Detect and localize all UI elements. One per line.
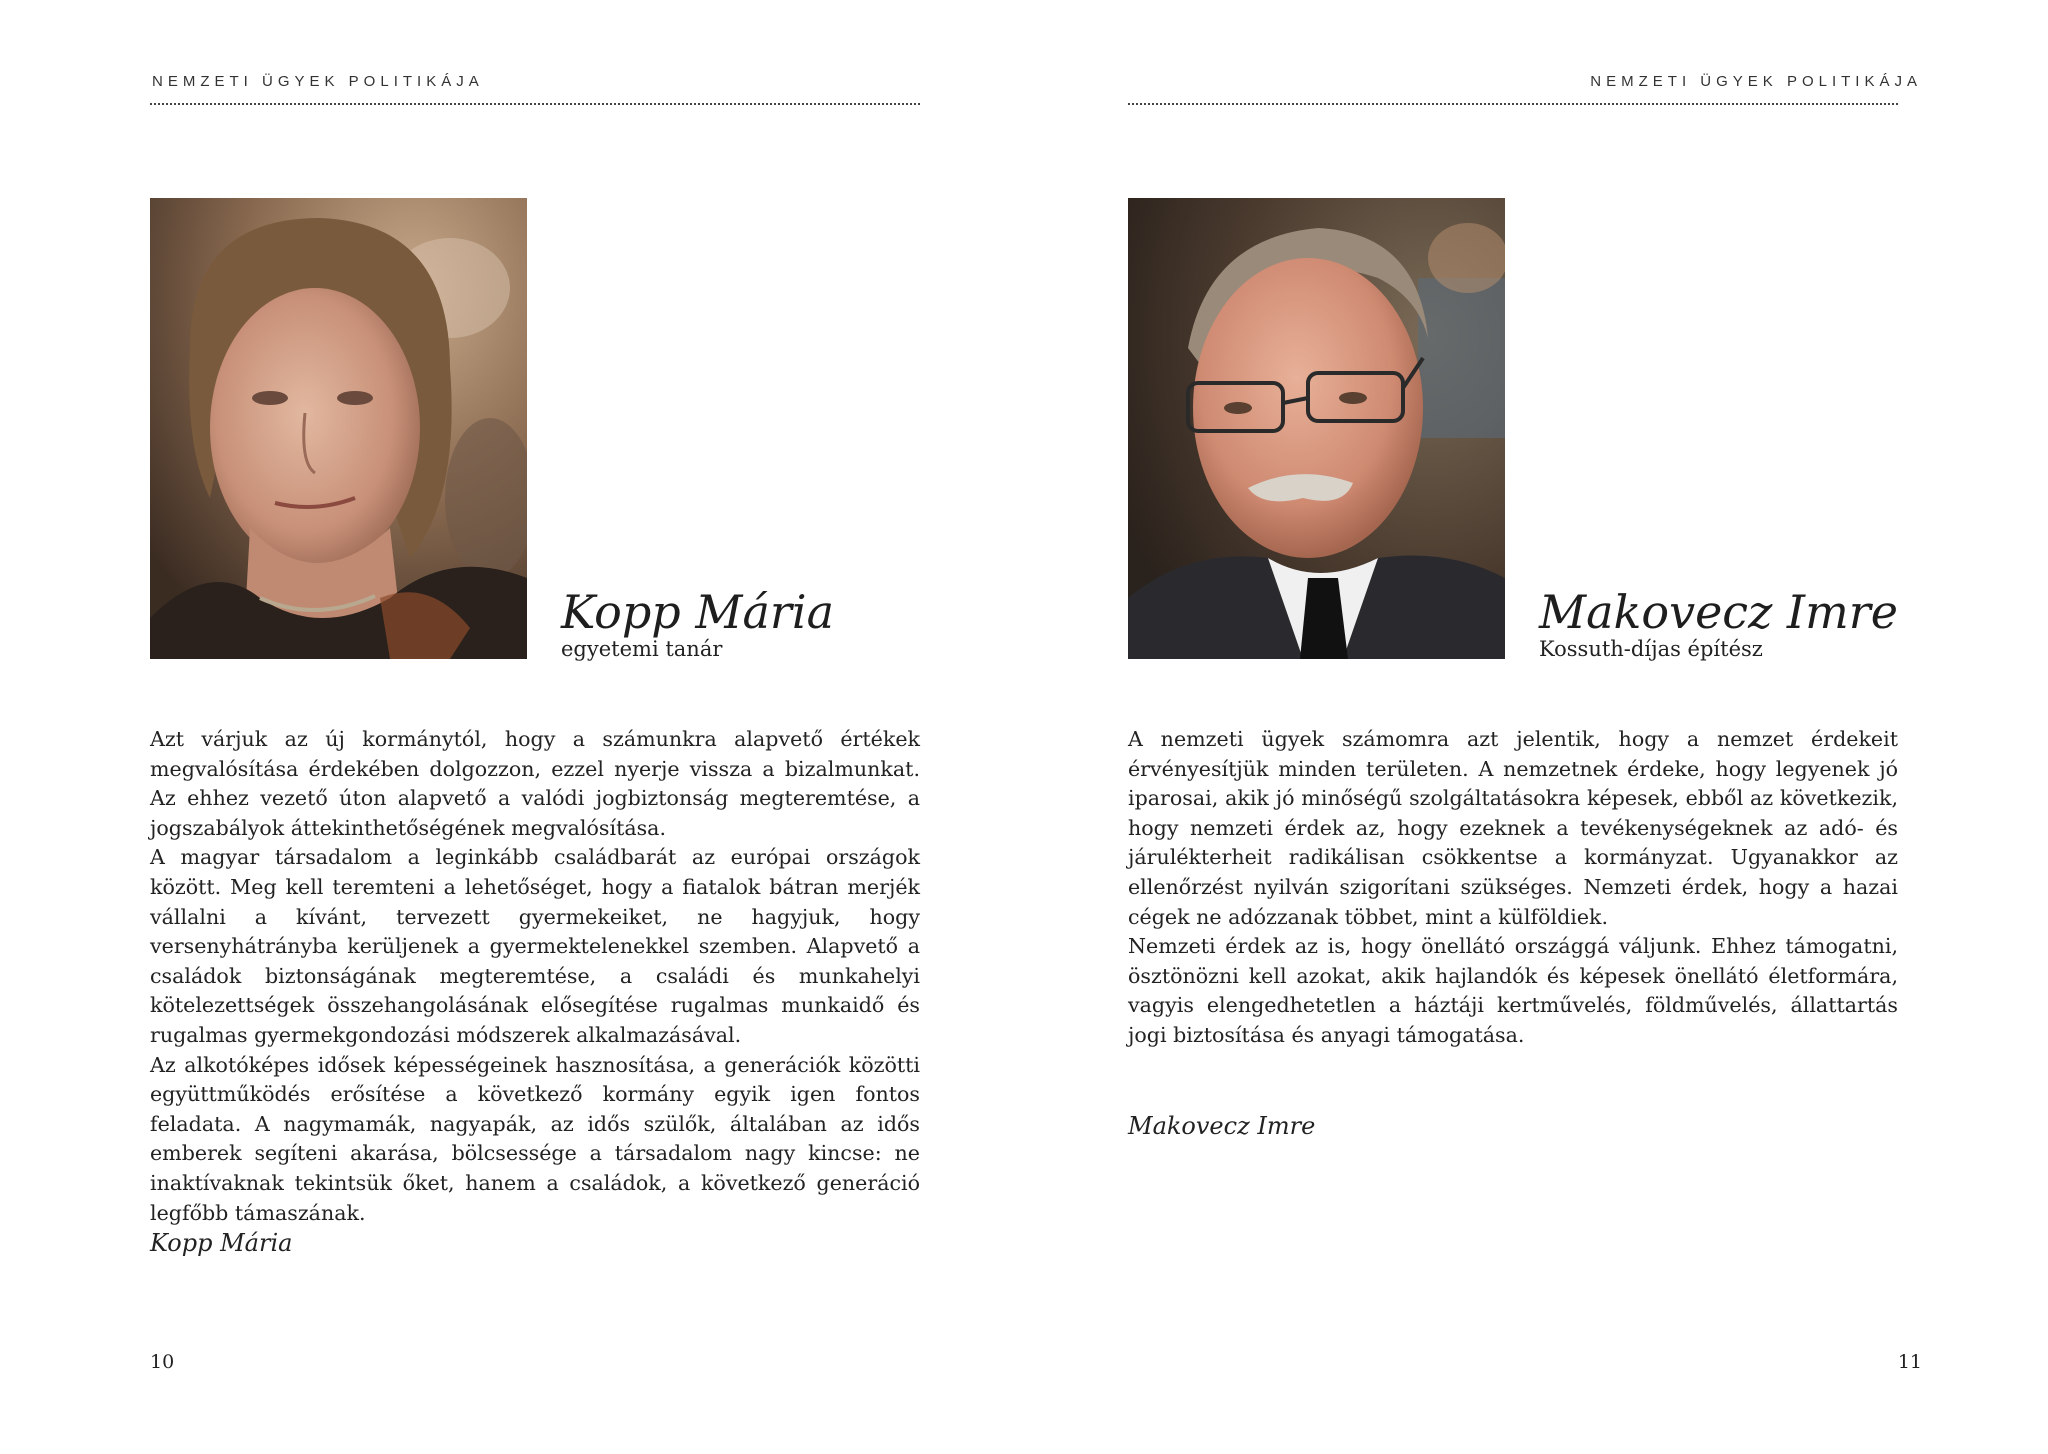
page-number: 10 <box>150 1351 175 1373</box>
person-name: Makovecz Imre <box>1539 585 1898 639</box>
person-role: Kossuth-díjas építész <box>1539 637 1763 661</box>
portrait-image <box>1128 198 1505 659</box>
paragraph: Nemzeti érdek az is, hogy önellátó országgá váljunk. Ehhez támogatni, ösztönözni kell azokat, akik hajlandók és képesek önellátó életformára, vagyis elengedhetetlen a háztáji kertművelés, földművelés, állattartás jogi biztosítása és anyagi támogatása. <box>1128 934 1898 1047</box>
dotted-rule <box>1128 103 1898 105</box>
paragraph: Az alkotóképes idősek képességeinek hasznosítása, a generációk közötti együttműködés erősítése a következő kormány egyik igen fontos feladata. A nagymamák, nagyapák, az idős szülők, általában az idős emberek segíteni akarása, bölcsessége a társadalom nagy kincse: ne inaktívaknak tekintsük őket, hanem a családok, a következő generáció legfőbb támaszának. <box>150 1052 920 1225</box>
right-page <box>1024 0 2048 1454</box>
dotted-rule <box>150 103 920 105</box>
signature: Makovecz Imre <box>1128 1112 1316 1140</box>
running-head: NEMZETI ÜGYEK POLITIKÁJA <box>1590 73 1922 90</box>
person-name: Kopp Mária <box>561 585 834 639</box>
person-role: egyetemi tanár <box>561 637 723 661</box>
paragraph: A nemzeti ügyek számomra azt jelentik, hogy a nemzet érdekeit érvényesítjük minden területen. A nemzetnek érdeke, hogy legyenek jó iparosai, akik jó minőségű szolgáltatásokra képesek, ebből az következik, hogy nemzeti érdek az, hogy ezeknek a tevékenységeknek az adó- és járulékterheit radikálisan csökkentse a kormányzat. Ugyanakkor az ellenőrzést nyilván szigorítani szükséges. Nemzeti érdek, hogy a hazai cégek ne adózzanak többet, mint a külföldiek. <box>1128 727 1898 929</box>
running-head: NEMZETI ÜGYEK POLITIKÁJA <box>152 73 484 90</box>
paragraph: Azt várjuk az új kormánytól, hogy a számunkra alapvető értékek megvalósítása érdekében dolgozzon, ezzel nyerje vissza a bizalmunkat. Az ehhez vezető úton alapvető a valódi jogbiztonság megteremtése, a jogszabályok áttekinthetőségének megvalósítása. <box>150 727 920 840</box>
page-number: 11 <box>1897 1351 1922 1373</box>
portrait-photo-kopp-maria <box>150 198 527 659</box>
signature: Kopp Mária <box>150 1229 293 1257</box>
portrait-photo-makovecz-imre <box>1128 198 1505 659</box>
body-text <box>150 725 920 1228</box>
paragraph: A magyar társadalom a leginkább családbarát az európai országok között. Meg kell teremteni a lehetőséget, hogy a fiatalok bátran merjék vállalni a kívánt, tervezett gyermekeiket, ne hagyjuk, hogy versenyhátrányba kerüljenek a gyermektelenekkel szemben. Alapvető a családok biztonságának megteremtése, a családi és munkahelyi kötelezettségek összehangolásának elősegítése rugalmas munkaidő és rugalmas gyermekgondozási módszerek alkalmazásával. <box>150 845 920 1047</box>
body-text <box>1128 725 1898 1051</box>
portrait-image <box>150 198 527 659</box>
